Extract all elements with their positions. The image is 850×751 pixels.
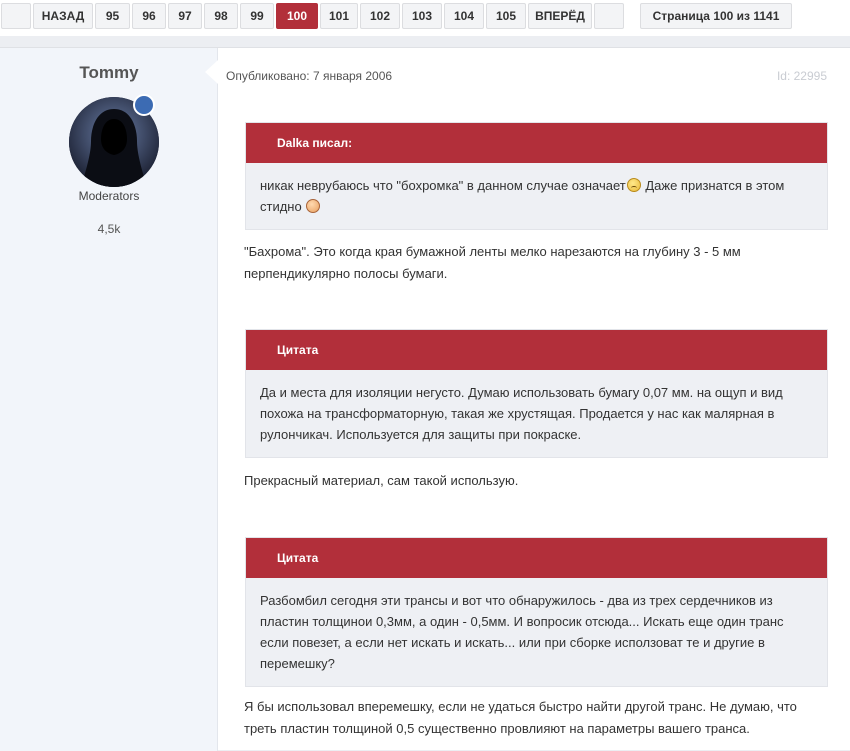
quote-body: Разбомбил сегодня эти трансы и вот что обнаружилось - два из трех сердечников из пластин толщинои 0,3мм, а один - 0,5мм. И вопросик отсюда... Искать еще один транс если повезет, а если нет искать и искать... или при сборке исползоват те и другие в перемешку? (260, 593, 784, 671)
post-paragraph: Прекрасный материал, сам такой использую. (244, 473, 519, 488)
pager-page-button[interactable]: 104 (444, 3, 484, 29)
quote-body (246, 163, 827, 217)
author-name[interactable]: Tommy (79, 63, 139, 82)
author-group: Moderators (78, 189, 140, 203)
pager-page-button[interactable]: 97 (168, 3, 202, 29)
pager-page-button[interactable]: 96 (132, 3, 166, 29)
quote-text: никак неврубаюсь что "бохромка" в данном случае означает (260, 178, 626, 193)
author-panel (0, 48, 218, 751)
pager-page-button[interactable]: 101 (320, 3, 358, 29)
post-date: Опубликовано: 7 января 2006 (226, 69, 393, 83)
quote-header[interactable]: Dalka писал: (246, 123, 827, 163)
quote-block (245, 122, 828, 230)
quote-body: Да и места для изоляции негусто. Думаю использовать бумагу 0,07 мм. на ощуп и вид похожа на трансформаторную, такая же хрустящая. Продается у нас как малярная в рулончикач. Используется для защиты при покраске. (260, 385, 783, 442)
forum-post (0, 47, 850, 750)
blush-emoji-icon (306, 199, 320, 213)
sad-emoji-icon (627, 178, 641, 192)
quote-block (245, 329, 828, 458)
pager-first-button[interactable] (1, 3, 31, 29)
pager-info[interactable]: Страница 100 из 1141 (640, 3, 792, 29)
post-pointer-arrow (205, 60, 218, 84)
pager-current-page[interactable]: 100 (276, 3, 318, 29)
pager-page-button[interactable]: 102 (360, 3, 400, 29)
pager-last-button[interactable] (594, 3, 624, 29)
pagination-bar (0, 0, 850, 36)
online-status-icon (133, 94, 155, 116)
pager-page-button[interactable]: 95 (95, 3, 130, 29)
pager-prev-button[interactable]: НАЗАД (33, 3, 93, 29)
author-reputation: 4,5k (97, 222, 121, 236)
pager-page-button[interactable]: 98 (204, 3, 238, 29)
pager-page-button[interactable]: 99 (240, 3, 274, 29)
post-paragraph: Я бы использовал вперемешку, если не удаться быстро найти другой транс. Не думаю, что треть пластин толщиной 0,5 существенно провлияют на параметры вашего транса. (244, 699, 797, 736)
pager-next-button[interactable]: ВПЕРЁД (528, 3, 592, 29)
quote-text: Даже признатся в этом стидно (260, 178, 785, 214)
quote-header[interactable]: Цитата (246, 538, 827, 578)
quote-header[interactable]: Цитата (246, 330, 827, 370)
pager-page-button[interactable]: 105 (486, 3, 526, 29)
pager-page-button[interactable]: 103 (402, 3, 442, 29)
quote-block (245, 537, 828, 687)
post-id[interactable]: Id: 22995 (776, 69, 827, 83)
post-paragraph: "Бахрома". Это когда края бумажной ленты мелко нарезаются на глубину 3 - 5 мм перпендикулярно полосы бумаги. (244, 244, 741, 281)
